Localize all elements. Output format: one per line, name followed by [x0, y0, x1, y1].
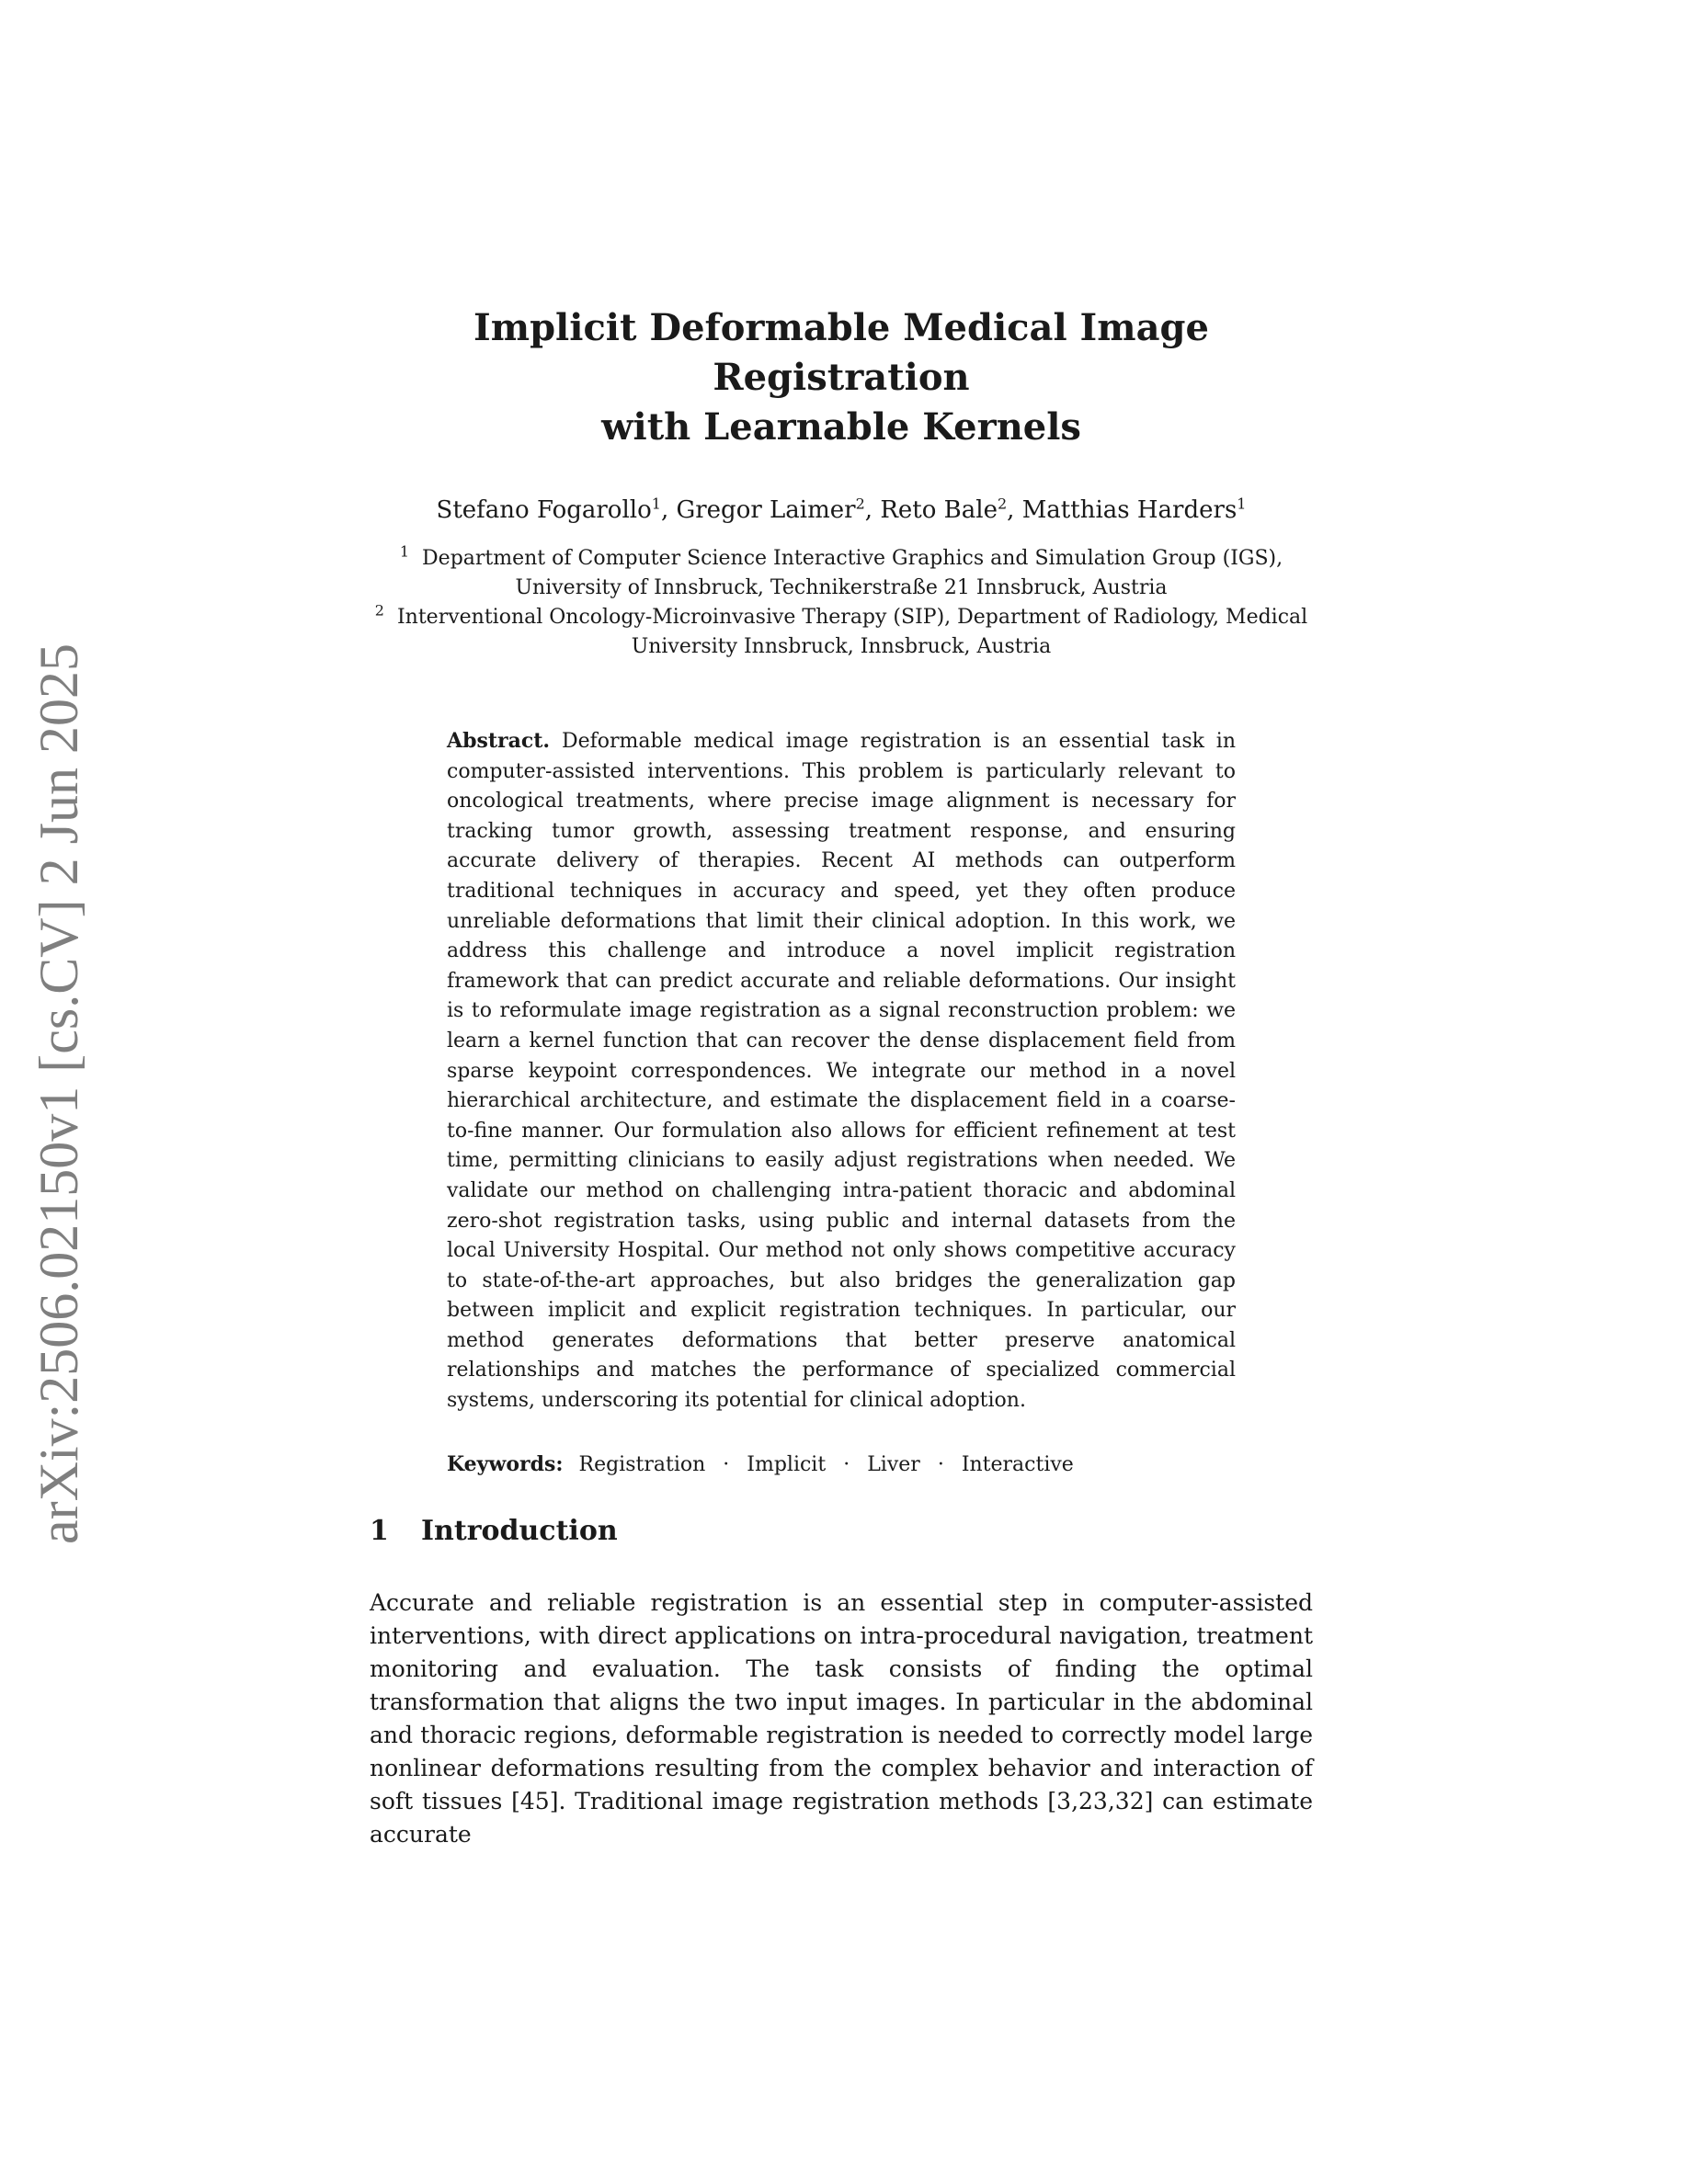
author: [676, 496, 880, 524]
author-affiliation-mark: 2: [855, 495, 865, 513]
author: [880, 496, 1021, 524]
title-line-1: Implicit Deformable Medical Image Registration: [473, 306, 1209, 399]
section-number: 1: [370, 1514, 389, 1547]
affiliation-mark: 2: [374, 601, 384, 620]
author-affiliation-mark: 1: [1237, 495, 1247, 513]
keywords: [447, 1450, 1236, 1480]
abstract: [447, 726, 1236, 1416]
affiliation-mark: 1: [399, 542, 410, 561]
keyword: Liver: [867, 1452, 920, 1476]
author: [1022, 496, 1247, 524]
author-name: Matthias Harders: [1021, 496, 1237, 524]
paper-page: [370, 303, 1313, 1874]
author-name: Reto Bale: [880, 496, 998, 524]
keyword: Interactive: [961, 1452, 1074, 1476]
author-affiliation-mark: 1: [651, 495, 661, 513]
author-name: Gregor Laimer: [676, 496, 856, 524]
author-affiliation-mark: 2: [997, 495, 1008, 513]
paper-title: [370, 303, 1313, 452]
author-separator: ,: [1007, 496, 1022, 524]
keyword-separator: ·: [723, 1452, 730, 1476]
abstract-label: Abstract.: [447, 729, 551, 753]
arxiv-identifier-stamp: arXiv:2506.02150v1 [cs.CV] 2 Jun 2025: [29, 643, 89, 1544]
affiliation-list: [370, 544, 1313, 662]
intro-paragraph: Accurate and reliable registration is an essential step in computer-assisted interventions, with direct applications on intra-procedural navigation, treatment monitoring and evaluation. The task consists of finding the optimal transformation that aligns the two input images. In particular in the abdominal and thoracic regions, deformable registration is needed to correctly model large nonlinear deformations resulting from the complex behavior and interaction of soft tissues [45]. Traditional image registration methods [3,23,32] can estimate accurate: [370, 1588, 1313, 1848]
section-heading: [370, 1513, 1313, 1550]
keyword-separator: ·: [843, 1452, 850, 1476]
author-list: [370, 495, 1313, 526]
abstract-text: Deformable medical image registration is an essential task in computer-assisted interventions. This problem is particularly relevant to oncological treatments, where precise image alignment is necessary for tracking tumor growth, assessing treatment response, and ensuring accurate delivery of therapies. Recent AI methods can outperform traditional techniques in accuracy and speed, yet they often produce unreliable deformations that limit their clinical adoption. In this work, we address this challenge and introduce a novel implicit registration framework that can predict accurate and reliable deformations. Our insight is to reformulate image registration as a signal reconstruction problem: we learn a kernel function that can recover the dense displacement field from sparse keypoint correspondences. We integrate our method in a novel hierarchical architecture, and estimate the displacement field in a coarse-to-fine manner. Our formulation also allows for efficient refinement at test time, permitting clinicians to easily adjust registrations when needed. We validate our method on challenging intra-patient thoracic and abdominal zero-shot registration tasks, using public and internal datasets from the local University Hospital. Our method not only shows competitive accuracy to state-of-the-art approaches, but also bridges the generalization gap between implicit and explicit registration techniques. In particular, our method generates deformations that better preserve anatomical relationships and matches the performance of specialized commercial systems, underscoring its potential for clinical adoption.: [447, 730, 1237, 1413]
author: [437, 496, 677, 524]
keyword: Implicit: [747, 1452, 827, 1476]
title-line-2: with Learnable Kernels: [601, 405, 1081, 449]
affiliation-text: Department of Computer Science Interactive Graphics and Simulation Group (IGS), University of Innsbruck, Technikerstraße 21 Innsbruck, Austria: [422, 547, 1283, 599]
section-title: Introduction: [421, 1514, 618, 1547]
keywords-label: Keywords:: [447, 1451, 564, 1476]
keyword: Registration: [578, 1452, 706, 1476]
affiliation-text: Interventional Oncology-Microinvasive Therapy (SIP), Department of Radiology, Medical University Innsbruck, Innsbruck, Austria: [396, 606, 1308, 658]
keyword-separator: ·: [937, 1452, 944, 1476]
affiliation: [370, 544, 1313, 603]
author-name: Stefano Fogarollo: [436, 496, 652, 524]
author-separator: ,: [660, 496, 677, 524]
author-separator: ,: [864, 496, 881, 524]
affiliation: [370, 603, 1313, 662]
